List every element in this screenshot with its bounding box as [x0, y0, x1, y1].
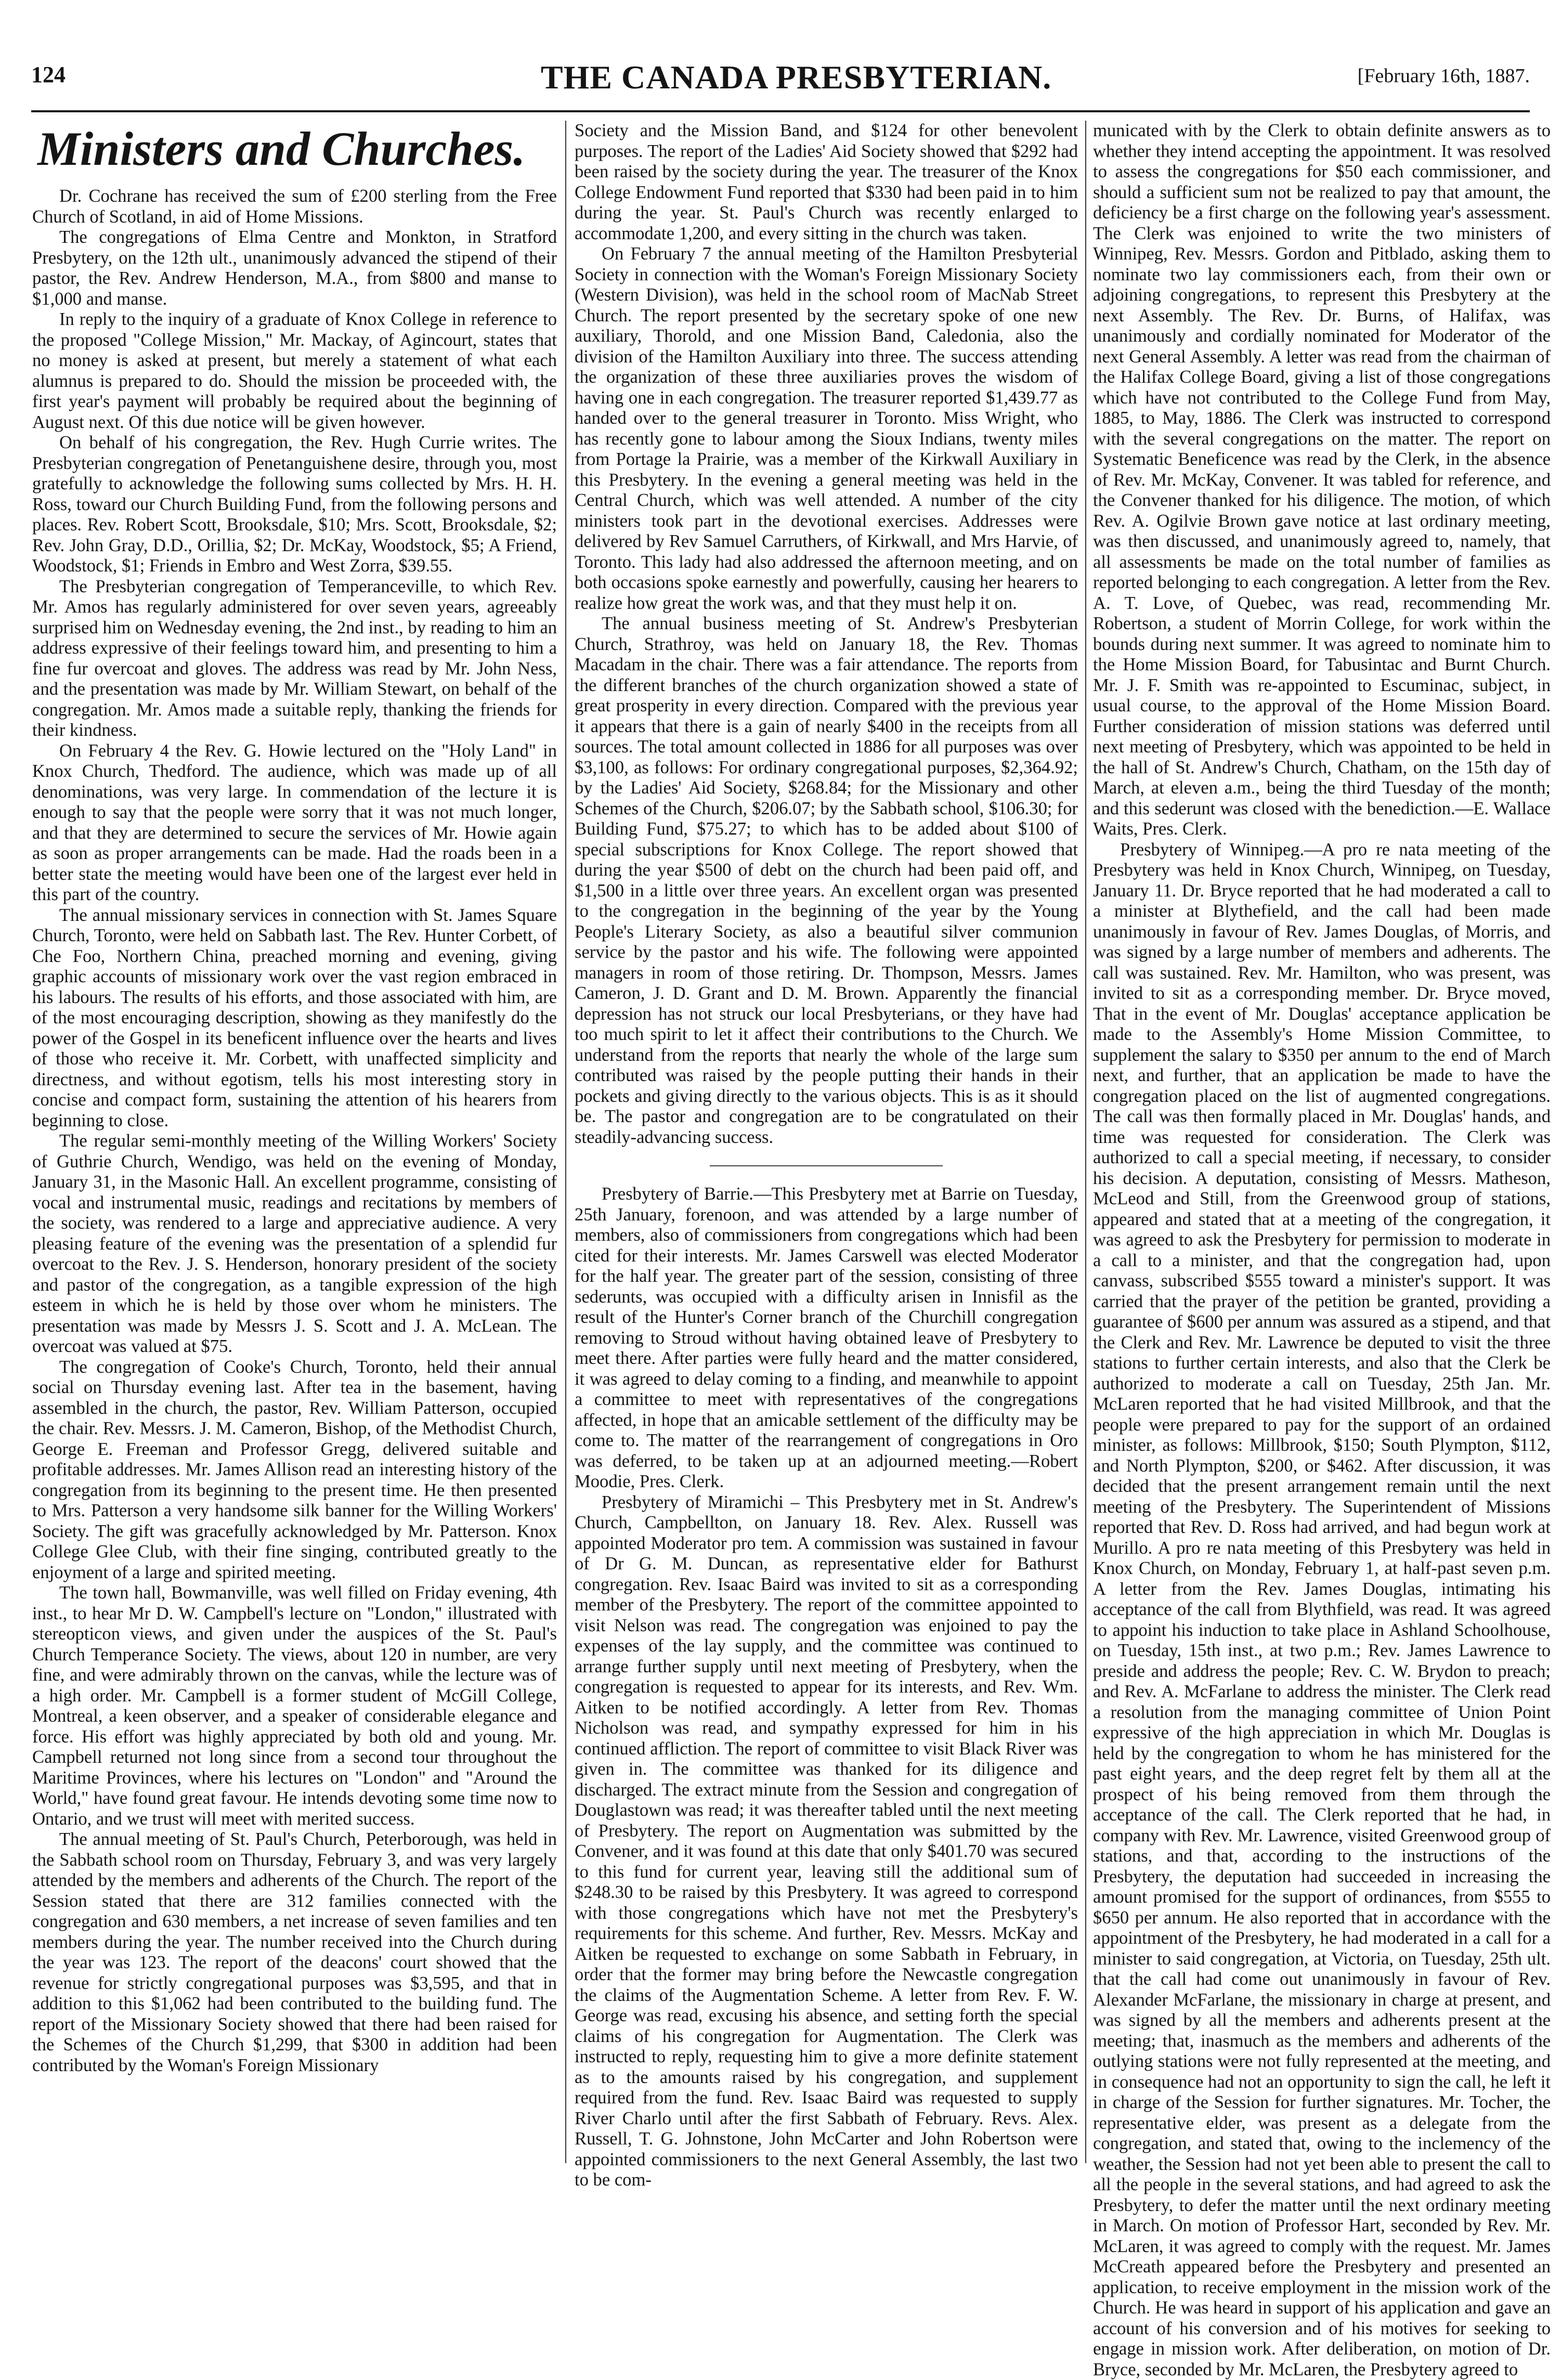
- article-paragraph: The annual missionary services in connection with St. James Square Church, Toronto, were held on Sabbath last. The Rev. Hunter Corbett, of Che Foo, Northern China, preached morning and evening, giving graphic accounts of missionary work over the vast region embraced in his labours. The results of his efforts, and those associated with him, are of the most encouraging description, showing as they manifestly do the power of the Gospel in its beneficent influence over the hearts and lives of those who receive it. Mr. Corbett, with unaffected simplicity and directness, and without egotism, tells his most interesting story in concise and compact form, sustaining the attention of his hearers from beginning to close.: [32, 905, 557, 1132]
- article-paragraph: Society and the Mission Band, and $124 for other benevolent purposes. The report of the Ladies' Aid Society showed that $292 had been raised by the society during the year. The treasurer of the Knox College Endowment Fund reported that $330 had been paid in to him during the year. St. Paul's Church was recently enlarged to accommodate 1,200, and every sitting in the church was taken.: [575, 121, 1078, 244]
- section-separator: [575, 1148, 1078, 1184]
- article-paragraph: On February 4 the Rev. G. Howie lectured on the "Holy Land" in Knox Church, Thedford. The audience, which was made up of all denominations, was very large. In commendation of the lecture it is enough to say that the people were sorry that it was not much longer, and that they are determined to secure the services of Mr. Howie again as soon as proper arrangements can be made. Had the roads been in a better state the meeting would have been one of the largest ever held in this part of the country.: [32, 741, 557, 905]
- column-2-paragraphs: [575, 121, 1078, 2191]
- article-paragraph: The regular semi-monthly meeting of the Willing Workers' Society of Guthrie Church, Wendigo, was held on the evening of Monday, January 31, in the Masonic Hall. An excellent programme, consisting of vocal and instrumental music, readings and recitations by members of the society, was rendered to a large and appreciative audience. A very pleasing feature of the evening was the presentation of a splendid fur overcoat to the Rev. J. S. Henderson, honorary president of the society and pastor of the congregation, as a tangible expression of the high esteem in which he is held by those over whom he ministers. The presentation was made by Messrs J. S. Scott and J. A. McLean. The overcoat was valued at $75.: [32, 1131, 557, 1357]
- article-paragraph: Presbytery of Winnipeg.—A pro re nata meeting of the Presbytery was held in Knox Church, Winnipeg, on Tuesday, January 11. Dr. Bryce reported that he had moderated a call to a minister at Blythefield, and the call had been made unanimously in favour of Rev. James Douglas, of Morris, and was signed by a large number of members and adherents. The call was sustained. Rev. Mr. Hamilton, who was present, was invited to sit as a corresponding member. Dr. Bryce moved, That in the event of Mr. Douglas' acceptance application be made to the Assembly's Home Mission Committee, to supplement the salary to $350 per annum to the end of March next, and further, that an application be made to have the congregation placed on the list of augmented congregations. The call was then formally placed in Mr. Douglas' hands, and time was requested for consideration. The Clerk was authorized to call a special meeting, if necessary, to consider his decision. A deputation, consisting of Messrs. Matheson, McLeod and Still, from the Greenwood group of stations, appeared and stated that at a meeting of the congregation, it was agreed to ask the Presbytery for permission to moderate in a call to a minister, and that the congregation had, upon canvass, subscribed $555 toward a minister's support. It was carried that the prayer of the petition be granted, providing a guarantee of $600 per annum was assured as a stipend, and that the Clerk and Rev. Mr. Lawrence be deputed to visit the three stations to further certain interests, and also that the Clerk be authorized to moderate a call on Tuesday, 25th Jan. Mr. McLaren reported that he had visited Millbrook, and that the people were prepared to pay for the support of an ordained minister, as follows: Millbrook, $150; South Plympton, $112, and North Plympton, $200, or $462. After discussion, it was decided that the present arrangement remain until the next meeting of the Presbytery. The Superintendent of Missions reported that Rev. D. Ross had arrived, and had begun work at Murillo. A pro re nata meeting of this Presbytery was held in Knox Church, on Monday, February 1, at half-past seven p.m. A letter from the Rev. James Douglas, intimating his acceptance of the call from Blythfield, was read. It was agreed to appoint his induction to take place in Ashland Schoolhouse, on Tuesday, 15th inst., at two p.m.; Rev. James Lawrence to preside and address the people; Rev. C. W. Brydon to preach; and Rev. A. McFarlane to address the minister. The Clerk read a resolution from the managing committee of Union Point expressive of the high appreciation in which Mr. Douglas is held by the congregation to whom he has ministered for the past eight years, and the deep regret felt by them all at the prospect of his being removed from them through the acceptance of the call. The Clerk reported that he had, in company with Rev. Mr. Lawrence, visited Greenwood group of stations, and that, according to the instructions of the Presbytery, the deputation had succeeded in increasing the amount promised for the support of ordinances, from $555 to $650 per annum. He also reported that in accordance with the appointment of the Presbytery, he had moderated in a call for a minister to said congregation, at Victoria, on Tuesday, 25th ult. that the call had come out unanimously in favour of Rev. Alexander McFarlane, the missionary in charge at present, and was signed by all the members and adherents present at the meeting; that, inasmuch as the members and adherents of the outlying stations were not fully represented at the meeting, and in consequence had not an opportunity to sign the call, he left it in charge of the Session for further signatures. Mr. Tocher, the representative elder, was present as a delegate from the congregation, and stated that, owing to the inclemency of the weather, the Session had not yet been able to present the call to all the people in the several stations, and had agreed to ask the Presbytery, to defer the matter until the next ordinary meeting in March. On motion of Professor Hart, seconded by Rev. Mr. McLaren, it was agreed to comply with the request. Mr. James McCreath appeared before the Presbytery and presented an application, to receive employment in the mission work of the Church. He was heard in support of his application and gave an account of his conversion and of his motives for seeking to engage in mission work. After deliberation, on motion of Dr. Bryce, seconded by Mr. McLaren, the Presbytery agreed to: [1093, 840, 1551, 2380]
- page-number: 124: [31, 61, 66, 88]
- article-paragraph: On February 7 the annual meeting of the Hamilton Presbyterial Society in connection with the Woman's Foreign Missionary Society (Western Division), was held in the school room of MacNab Street Church. The report presented by the secretary spoke of one new auxiliary, Thorold, and one Mission Band, Caledonia, also the division of the Hamilton Auxiliary into three. The success attending the organization of these three auxiliaries proves the wisdom of having one in each congregation. The treasurer reported $1,439.77 as handed over to the general treasurer in Toronto. Miss Wright, who has recently gone to labour among the Sioux Indians, twenty miles from Portage la Prairie, was a member of the Kirkwall Auxiliary in this Presbytery. In the evening a general meeting was held in the Central Church, which was well attended. A number of the city ministers took part in the devotional exercises. Addresses were delivered by Rev Samuel Carruthers, of Kirkwall, and Mrs Harvie, of Toronto. This lady had also addressed the afternoon meeting, and on both occasions spoke earnestly and powerfully, causing her hearers to realize how great the work was, and that they must help it on.: [575, 244, 1078, 614]
- article-paragraph: Dr. Cochrane has received the sum of £200 sterling from the Free Church of Scotland, in aid of Home Missions.: [32, 186, 557, 227]
- page-header: [31, 61, 1561, 108]
- column-3-paragraphs: [1093, 121, 1551, 2380]
- column-1: [32, 121, 557, 2163]
- masthead-title: THE CANADA PRESBYTERIAN.: [31, 58, 1561, 97]
- article-paragraph: The annual meeting of St. Paul's Church, Peterborough, was held in the Sabbath school room on Thursday, February 3, and was very largely attended by the members and adherents of the Church. The report of the Session stated that there are 312 families connected with the congregation and 630 members, a net increase of seven families and ten members during the year. The number received into the Church during the year was 123. The report of the deacons' court showed that the revenue for strictly congregational purposes was $3,595, and that in addition to this $1,062 had been contributed to the building fund. The report of the Missionary Society showed that there had been raised for the Schemes of the Church $1,299, that $300 in addition had been contributed by the Woman's Foreign Missionary: [32, 1829, 557, 2076]
- article-paragraph: The annual business meeting of St. Andrew's Presbyterian Church, Strathroy, was held on January 18, the Rev. Thomas Macadam in the chair. There was a fair attendance. The reports from the different branches of the church organization showed a state of great prosperity in every direction. Compared with the previous year it appears that there is a gain of nearly $400 in the receipts from all sources. The total amount collected in 1886 for all purposes was over $3,100, as follows: For ordinary congregational purposes, $2,364.92; by the Ladies' Aid Society, $268.84; for the Missionary and other Schemes of the Church, $206.07; by the Sabbath school, $106.30; for Building Fund, $75.27; to which has to be added about $100 of special subscriptions for Knox College. The report showed that during the year $500 of debt on the church had been paid off, and $1,500 in a little over three years. An excellent organ was presented to the congregation in the beginning of the year by the Young People's Literary Society, as also a beautiful silver communion service by the pastor and his wife. The following were appointed managers in room of those retiring. Dr. Thompson, Messrs. James Cameron, J. D. Grant and D. M. Brown. Apparently the financial depression has not struck our local Presbyterians, or they have had too much spirit to let it affect their contributions to the Church. We understand from the reports that nearly the whole of the large sum contributed was raised by the people putting their hands in their pockets and giving directly to the various objects. This is as it should be. The pastor and congregation are to be congratulated on their steadily-advancing success.: [575, 614, 1078, 1148]
- column-divider: [1085, 121, 1086, 2163]
- article-paragraph: municated with by the Clerk to obtain definite answers as to whether they intend accepting the appointment. It was resolved to assess the congregations for $50 each commissioner, and should a sufficient sum not be realized to pay that amount, the deficiency be a first charge on the following year's assessment. The Clerk was enjoined to write the two ministers of Winnipeg, Rev. Messrs. Gordon and Pitblado, asking them to nominate two lay commissioners each, from their own or adjoining congregations, to represent this Presbytery at the next Assembly. The Rev. Dr. Burns, of Halifax, was unanimously and cordially nominated for Moderator of the next General Assembly. A letter was read from the chairman of the Halifax College Board, giving a list of those congregations which have not contributed to the College Fund from May, 1885, to May, 1886. The Clerk was instructed to correspond with the several congregations on the matter. The report on Systematic Beneficence was read by the Clerk, in the absence of Rev. Mr. McKay, Convener. It was tabled for reference, and the Convener thanked for his diligence. The motion, of which Rev. A. Ogilvie Brown gave notice at last ordinary meeting, was then discussed, and unanimously agreed to, namely, that all assessments be made on the total number of families as reported belonging to each congregation. A letter from the Rev. A. T. Love, of Quebec, was read, recommending Mr. Robertson, a student of Morrin College, for work within the bounds during next summer. It was agreed to nominate him to the Home Mission Board, for Tabusintac and Burnt Church. Mr. J. F. Smith was re-appointed to Escuminac, subject, in usual course, to the approval of the Home Mission Board. Further consideration of mission stations was deferred until next meeting of Presbytery, which was appointed to be held in the hall of St. Andrew's Church, Chatham, on the 15th day of March, at eleven a.m., being the third Tuesday of the month; and this sederunt was closed with the benediction.—E. Wallace Waits, Pres. Clerk.: [1093, 121, 1551, 840]
- article-paragraph: In reply to the inquiry of a graduate of Knox College in reference to the proposed "College Mission," Mr. Mackay, of Agincourt, states that no money is asked at present, but merely a statement of what each alumnus is prepared to do. Should the mission be proceeded with, the first year's payment will probably be required about the beginning of August next. Of this due notice will be given however.: [32, 309, 557, 433]
- column-1-paragraphs: [32, 186, 557, 2076]
- article-paragraph: The town hall, Bowmanville, was well filled on Friday evening, 4th inst., to hear Mr D. W. Campbell's lecture on "London," illustrated with stereopticon views, and given under the auspices of the St. Paul's Church Temperance Society. The views, about 120 in number, are very fine, and were admirably thrown on the canvas, while the lecture was of a high order. Mr. Campbell is a former student of McGill College, Montreal, a keen observer, and a speaker of considerable elegance and force. His effort was highly appreciated by both old and young. Mr. Campbell returned not long since from a second tour throughout the Maritime Provinces, where his lectures on "London" and "Around the World," have found great favour. He intends devoting some time now to Ontario, and we trust will meet with merited success.: [32, 1583, 557, 1829]
- article-paragraph: The Presbyterian congregation of Temperanceville, to which Rev. Mr. Amos has regularly administered for over seven years, agreeably surprised him on Wednesday evening, the 2nd inst., by reading to him an address expressive of their feelings toward him, and presenting to him a fine fur overcoat and gloves. The address was read by Mr. John Ness, and the presentation was made by Mr. William Stewart, on behalf of the congregation. Mr. Amos made a suitable reply, thanking the friends for their kindness.: [32, 577, 557, 741]
- article-paragraph: Presbytery of Miramichi – This Presbytery met in St. Andrew's Church, Campbellton, on January 18. Rev. Alex. Russell was appointed Moderator pro tem. A commission was sustained in favour of Dr G. M. Duncan, as representative elder for Bathurst congregation. Rev. Isaac Baird was invited to sit as a corresponding member of the Presbytery. The report of the committee appointed to visit Nelson was read. The congregation was enjoined to pay the expenses of the lay supply, and the committee was continued to arrange further supply until next meeting of Presbytery, when the congregation is requested to appear for its interests, and Rev. Wm. Aitken to be notified accordingly. A letter from Rev. Thomas Nicholson was read, and sympathy expressed for him in his continued affliction. The report of committee to visit Black River was given in. The committee was thanked for its diligence and discharged. The extract minute from the Session and congregation of Douglastown was read; it was thereafter tabled until the next meeting of Presbytery. The report on Augmentation was submitted by the Convener, and it was found at this date that only $401.70 was secured to this fund for current year, leaving still the additional sum of $248.30 to be raised by this Presbytery. It was agreed to correspond with those congregations which have not met the Presbytery's requirements for this scheme. And further, Rev. Messrs. McKay and Aitken be requested to exchange on some Sabbath in February, in order that the former may bring before the Newcastle congregation the claims of the Augmentation Scheme. A letter from Rev. F. W. George was read, excusing his absence, and setting forth the special claims of his congregation for Augmentation. The Clerk was instructed to reply, requesting him to give a more definite statement as to the amounts raised by his congregation, and supplement required from the fund. Rev. Isaac Baird was requested to supply River Charlo until after the first Sabbath of February. Revs. Alex. Russell, T. G. Johnstone, John McCarter and John Robertson were appointed commissioners to the next General Assembly, the last two to be com-: [575, 1492, 1078, 2191]
- issue-date: [February 16th, 1887.: [1358, 64, 1530, 87]
- article-paragraph: On behalf of his congregation, the Rev. Hugh Currie writes. The Presbyterian congregation of Penetanguishene desire, through you, most gratefully to acknowledge the following sums collected by Mrs. H. H. Ross, toward our Church Building Fund, from the following persons and places. Rev. Robert Scott, Brooksdale, $10; Mrs. Scott, Brooksdale, $2; Rev. John Gray, D.D., Orillia, $2; Dr. McKay, Woodstock, $5; A Friend, Woodstock, $1; Friends in Embro and West Zorra, $39.55.: [32, 433, 557, 577]
- column-divider: [565, 121, 566, 2163]
- section-heading: Ministers and Churches.: [37, 121, 557, 177]
- column-2: [575, 121, 1078, 2163]
- article-paragraph: The congregations of Elma Centre and Monkton, in Stratford Presbytery, on the 12th ult., unanimously advanced the stipend of their pastor, the Rev. Andrew Henderson, M.A., from $800 and manse to $1,000 and manse.: [32, 227, 557, 309]
- header-rule: [31, 110, 1530, 112]
- article-paragraph: The congregation of Cooke's Church, Toronto, held their annual social on Thursday evening last. After tea in the basement, having assembled in the church, the pastor, Rev. William Patterson, occupied the chair. Rev. Messrs. J. M. Cameron, Bishop, of the Methodist Church, George E. Freeman and Professor Gregg, delivered suitable and profitable addresses. Mr. James Allison read an interesting history of the congregation from its beginning to the present time. He then presented to Mrs. Patterson a very handsome silk banner for the Willing Workers' Society. The gift was gracefully acknowledged by Mr. Patterson. Knox College Glee Club, with their fine singing, contributed greatly to the enjoyment of a large and spirited meeting.: [32, 1357, 557, 1583]
- column-3: [1093, 121, 1551, 2163]
- article-paragraph: Presbytery of Barrie.—This Presbytery met at Barrie on Tuesday, 25th January, forenoon, and was attended by a large number of members, also of commissioners from congregations which had been cited for their interests. Mr. James Carswell was elected Moderator for the half year. The greater part of the session, consisting of three sederunts, was occupied with a difficulty arisen in Innisfil as the result of the Hunter's Corner branch of the Churchill congregation removing to Stroud without having obtained leave of Presbytery to meet there. After parties were fully heard and the matter considered, it was agreed to delay coming to a finding, and meanwhile to appoint a committee to meet with representatives of the congregations affected, in hope that an amicable settlement of the difficulty may be come to. The matter of the rearrangement of congregations in Oro was deferred, to be taken up at an adjourned meeting.—Robert Moodie, Pres. Clerk.: [575, 1184, 1078, 1492]
